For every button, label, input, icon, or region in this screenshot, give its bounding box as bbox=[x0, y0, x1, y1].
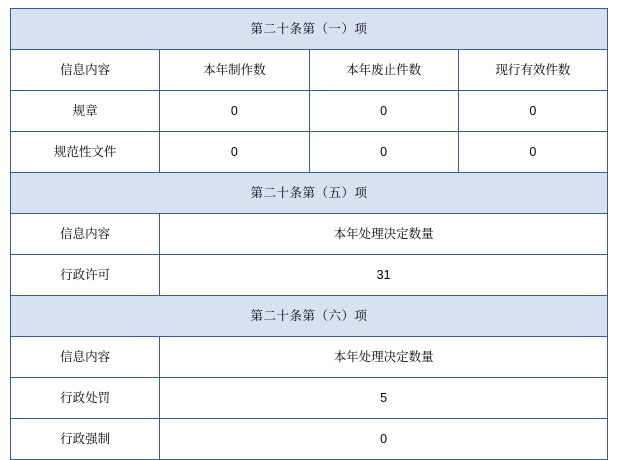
table-row bbox=[11, 132, 608, 173]
column-header-currently-effective: 现行有效件数 bbox=[458, 50, 607, 91]
row-label-administrative-license: 行政许可 bbox=[11, 255, 160, 296]
column-header-decisions-this-year-3: 本年处理决定数量 bbox=[160, 337, 608, 378]
section-title-3: 第二十条第（六）项 bbox=[11, 296, 608, 337]
table-row bbox=[11, 9, 608, 50]
column-header-info-content-3: 信息内容 bbox=[11, 337, 160, 378]
government-disclosure-table bbox=[10, 8, 608, 460]
table-row bbox=[11, 50, 608, 91]
cell-regulations-effective: 0 bbox=[458, 91, 607, 132]
table-row bbox=[11, 255, 608, 296]
cell-administrative-penalty-count: 5 bbox=[160, 378, 608, 419]
column-header-info-content-2: 信息内容 bbox=[11, 214, 160, 255]
cell-normative-effective: 0 bbox=[458, 132, 607, 173]
table-row bbox=[11, 173, 608, 214]
cell-administrative-license-count: 31 bbox=[160, 255, 608, 296]
column-header-info-content-1: 信息内容 bbox=[11, 50, 160, 91]
column-header-abolished-this-year: 本年废止件数 bbox=[309, 50, 458, 91]
row-label-normative-documents: 规范性文件 bbox=[11, 132, 160, 173]
row-label-regulations: 规章 bbox=[11, 91, 160, 132]
cell-normative-abolished: 0 bbox=[309, 132, 458, 173]
table-row bbox=[11, 91, 608, 132]
table-row bbox=[11, 337, 608, 378]
row-label-administrative-coercion: 行政强制 bbox=[11, 419, 160, 460]
cell-regulations-made: 0 bbox=[160, 91, 309, 132]
table-row bbox=[11, 296, 608, 337]
section-title-1: 第二十条第（一）项 bbox=[11, 9, 608, 50]
column-header-made-this-year: 本年制作数 bbox=[160, 50, 309, 91]
table-row bbox=[11, 378, 608, 419]
table-row bbox=[11, 419, 608, 460]
section-title-2: 第二十条第（五）项 bbox=[11, 173, 608, 214]
column-header-decisions-this-year-2: 本年处理决定数量 bbox=[160, 214, 608, 255]
row-label-administrative-penalty: 行政处罚 bbox=[11, 378, 160, 419]
cell-administrative-coercion-count: 0 bbox=[160, 419, 608, 460]
cell-regulations-abolished: 0 bbox=[309, 91, 458, 132]
table-row bbox=[11, 214, 608, 255]
cell-normative-made: 0 bbox=[160, 132, 309, 173]
